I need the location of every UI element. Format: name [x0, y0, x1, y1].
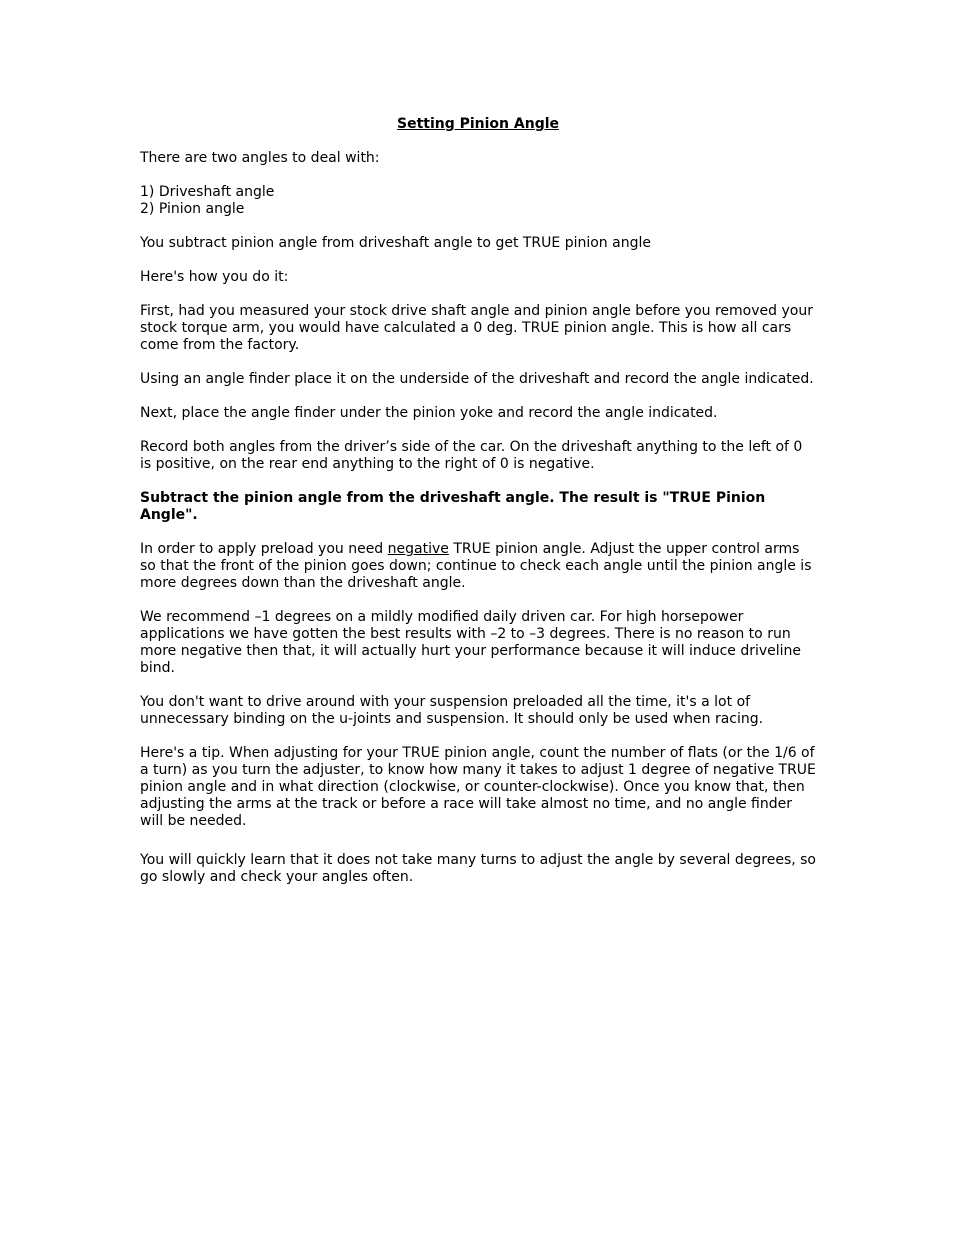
no-drive-paragraph: You don't want to drive around with your suspension preloaded all the time, it's a lot of unnecessary binding on the u-joints and suspension. It should only be used when racing. [140, 694, 764, 727]
document-title: Setting Pinion Angle [396, 116, 560, 132]
list-item: 1) Driveshaft angle [140, 184, 275, 200]
recommend-paragraph: We recommend –1 degrees on a mildly modified daily driven car. For high horsepower applications we have gotten the best results with –2 to –3 degrees. There is no reason to run more negative then that, it will actually hurt your performance because it will induce driveline bind. [140, 609, 802, 676]
angle-finder-paragraph: Using an angle finder place it on the underside of the driveshaft and record the angle indicated. [140, 371, 814, 387]
quick-learn-paragraph: You will quickly learn that it does not take many turns to adjust the angle by several degrees, so go slowly and check your angles often. [140, 852, 816, 885]
result-bold-paragraph: Subtract the pinion angle from the driveshaft angle. The result is "TRUE Pinion Angle". [140, 490, 766, 523]
negative-underlined-word: negative [387, 541, 449, 557]
next-paragraph: Next, place the angle finder under the pinion yoke and record the angle indicated. [140, 405, 718, 421]
subtract-paragraph: You subtract pinion angle from driveshaft angle to get TRUE pinion angle [140, 235, 651, 251]
angle-list [140, 184, 816, 218]
record-paragraph: Record both angles from the driver’s side of the car. On the driveshaft anything to the left of 0 is positive, on the rear end anything to the right of 0 is negative. [140, 439, 803, 472]
preload-paragraph [140, 541, 816, 592]
preload-text-before: In order to apply preload you need [140, 541, 388, 557]
document-body [140, 116, 816, 903]
intro-paragraph: There are two angles to deal with: [140, 150, 380, 166]
tip-paragraph: Here's a tip. When adjusting for your TRUE pinion angle, count the number of flats (or the 1/6 of a turn) as you turn the adjuster, to know how many it takes to adjust 1 degree of negative TRUE pinion angle and in what direction (clockwise, or counter-clockwise). Once you know that, then adjusting the arms at the track or before a race will take almost no time, and no angle finder will be needed. [140, 745, 816, 829]
list-item: 2) Pinion angle [140, 201, 245, 217]
first-paragraph: First, had you measured your stock drive shaft angle and pinion angle before you removed your stock torque arm, you would have calculated a 0 deg. TRUE pinion angle. This is how all cars come from the factory. [140, 303, 813, 353]
howto-paragraph: Here's how you do it: [140, 269, 289, 285]
preload-text-after: TRUE pinion angle. Adjust the upper control arms so that the front of the pinion goes down; continue to check each angle until the pinion angle is more degrees down than the driveshaft angle. [140, 541, 812, 591]
